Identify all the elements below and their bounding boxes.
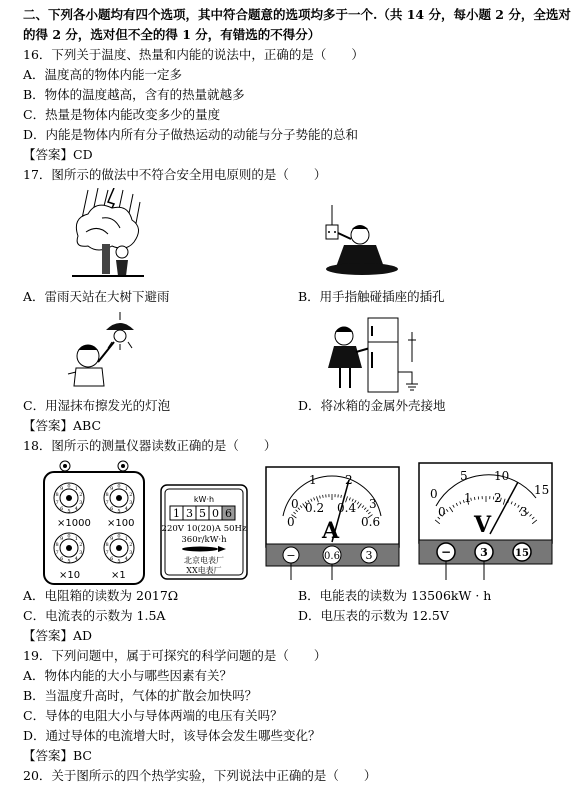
q19-option-a: A．物体内能的大小与哪些因素有关？ (23, 668, 233, 683)
ammeter-top-0: 0 (291, 497, 299, 511)
q18-option-d: D．电压表的示数为 12.5V (298, 608, 449, 623)
dial-digit: 0 (67, 533, 71, 540)
q16-option-a: A．温度高的物体内能一定多 (23, 67, 183, 82)
dial-digit: 6 (110, 506, 114, 513)
electric-meter (160, 484, 248, 580)
dial-digit: 4 (124, 506, 128, 513)
dial-digit: 1 (124, 535, 128, 542)
dial-digit: 6 (110, 556, 114, 563)
q16-stem: 16．下列关于温度、热量和内能的说法中，正确的是（ ） (23, 47, 364, 62)
q16-option-b: B．物体的温度越高，含有的热量就越多 (23, 87, 245, 102)
meter-spec: 220V 10(20)A 50Hz (161, 524, 247, 534)
dial-digit: 3 (79, 549, 83, 556)
meter-unit: kW·h (193, 495, 215, 504)
section-header-line1: 二、下列各小题均有四个选项，其中符合题意的选项均多于一个.（共 14 分，每小题 2 分，全选对 (23, 7, 571, 22)
dial-digit: 2 (129, 492, 133, 499)
dial-digit: 4 (74, 556, 78, 563)
figure-fridge (322, 312, 422, 397)
dial-digit: 3 (79, 499, 83, 506)
dial-digit: 0 (67, 483, 71, 490)
meter-rate: 360r/kW·h (181, 535, 227, 545)
ammeter-bottom-1: 0.2 (305, 501, 325, 515)
voltmeter-bottom-0: 0 (438, 505, 446, 519)
ammeter-terminal-06: 0.6 (324, 551, 340, 562)
dial-digit: 6 (60, 506, 64, 513)
ammeter-top-2: 2 (345, 473, 353, 487)
q18-stem: 18．图所示的测量仪器读数正确的是（ ） (23, 438, 277, 453)
ammeter-bottom-3: 0.6 (361, 515, 381, 529)
dial-digit: 6 (60, 556, 64, 563)
label-x1: ×1 (111, 570, 126, 581)
dial-digit: 9 (60, 535, 64, 542)
dial-digit: 9 (110, 485, 114, 492)
q16-option-c: C．热量是物体内能改变多少的量度 (23, 107, 221, 122)
q17-answer: 【答案】ABC (23, 418, 102, 433)
ammeter-terminal-3: 3 (365, 549, 373, 562)
voltmeter (418, 462, 553, 582)
q17-option-a: A．雷雨天站在大树下避雨 (23, 289, 170, 304)
ammeter-top-1: 1 (309, 473, 317, 487)
dial-digit: 8 (55, 542, 59, 549)
ammeter-top-3: 3 (369, 497, 377, 511)
dial-digit: 1 (74, 485, 78, 492)
meter-digit-2: 3 (186, 507, 193, 520)
ammeter-bottom-0: 0 (287, 515, 295, 529)
dial-digit: 4 (74, 506, 78, 513)
dial-digit: 9 (110, 535, 114, 542)
dial-digit: 0 (117, 533, 121, 540)
section-header-line2: 的得 2 分，选对但不全的得 1 分，有错选的不得分） (23, 27, 321, 42)
dial-digit: 8 (105, 542, 109, 549)
q16-option-d: D．内能是物体内所有分子做热运动的动能与分子势能的总和 (23, 127, 359, 142)
dial-digit: 4 (124, 556, 128, 563)
voltmeter-bottom-1: 1 (464, 491, 472, 505)
dial-digit: 7 (105, 549, 109, 556)
voltmeter-bottom-3: 3 (520, 505, 528, 519)
meter-digit-3: 5 (199, 507, 206, 520)
voltmeter-top-5: 5 (460, 469, 468, 483)
voltmeter-terminal-3: 3 (480, 546, 488, 559)
figure-finger-socket (322, 205, 400, 280)
ammeter-symbol: A (322, 518, 340, 544)
q19-stem: 19．下列问题中，属于可探究的科学问题的是（ ） (23, 648, 327, 663)
q19-answer: 【答案】BC (23, 748, 92, 763)
resistance-box (43, 460, 145, 586)
label-x10: ×10 (59, 570, 81, 581)
dial-digit: 2 (129, 542, 133, 549)
dial-digit: 0 (117, 483, 121, 490)
meter-maker2: XX电表厂 (186, 566, 222, 575)
dial-digit: 7 (55, 499, 59, 506)
dial-digit: 3 (129, 549, 133, 556)
meter-digit-1: 1 (173, 507, 180, 520)
ammeter-terminal-neg: − (286, 549, 296, 562)
voltmeter-top-0: 0 (430, 487, 438, 501)
figure-tree-lightning (68, 188, 148, 283)
meter-digit-5: 6 (225, 507, 232, 520)
dial-digit: 5 (67, 558, 71, 565)
q19-option-b: B．当温度升高时，气体的扩散会加快吗？ (23, 688, 258, 703)
q20-stem: 20．关于图所示的四个热学实验，下列说法中正确的是（ ） (23, 768, 377, 783)
dial-digit: 3 (129, 499, 133, 506)
dial-digit: 1 (124, 485, 128, 492)
q18-answer: 【答案】AD (23, 628, 93, 643)
dial-digit: 5 (67, 508, 71, 515)
meter-digit-4: 0 (212, 507, 219, 520)
label-x1000: ×1000 (57, 518, 91, 529)
voltmeter-symbol: V (474, 512, 492, 538)
q17-option-d: D．将冰箱的金属外壳接地 (298, 398, 446, 413)
q17-stem: 17．图所示的做法中不符合安全用电原则的是（ ） (23, 167, 327, 182)
ammeter-bottom-2: 0.4 (337, 501, 357, 515)
voltmeter-terminal-15: 15 (515, 548, 529, 559)
q19-option-d: D．通过导体的电流增大时，该导体会发生哪些变化？ (23, 728, 321, 743)
voltmeter-terminal-neg: − (440, 545, 452, 559)
dial-digit: 5 (117, 558, 121, 565)
q16-answer: 【答案】CD (23, 147, 93, 162)
ammeter (265, 466, 400, 582)
voltmeter-bottom-2: 2 (494, 491, 502, 505)
voltmeter-top-10: 10 (494, 469, 510, 483)
q18-option-c: C．电流表的示数为 1.5A (23, 608, 166, 623)
meter-maker1: 北京电表厂 (184, 556, 224, 565)
dial-digit: 7 (105, 499, 109, 506)
label-x100: ×100 (107, 518, 135, 529)
dial-digit: 5 (117, 508, 121, 515)
q19-option-c: C．导体的电阻大小与导体两端的电压有关吗？ (23, 708, 283, 723)
dial-digit: 8 (105, 492, 109, 499)
dial-digit: 2 (79, 542, 83, 549)
q18-option-a: A．电阻箱的读数为 2017Ω (23, 588, 179, 603)
voltmeter-top-15: 15 (534, 483, 550, 497)
q18-option-b: B．电能表的读数为 13506kW · h (298, 588, 492, 603)
q17-option-b: B．用手指触碰插座的插孔 (298, 289, 445, 304)
dial-digit: 7 (55, 549, 59, 556)
dial-digit: 1 (74, 535, 78, 542)
q17-option-c: C．用湿抹布擦发光的灯泡 (23, 398, 171, 413)
dial-digit: 8 (55, 492, 59, 499)
figure-wipe-bulb (62, 312, 152, 392)
dial-digit: 2 (79, 492, 83, 499)
dial-digit: 9 (60, 485, 64, 492)
